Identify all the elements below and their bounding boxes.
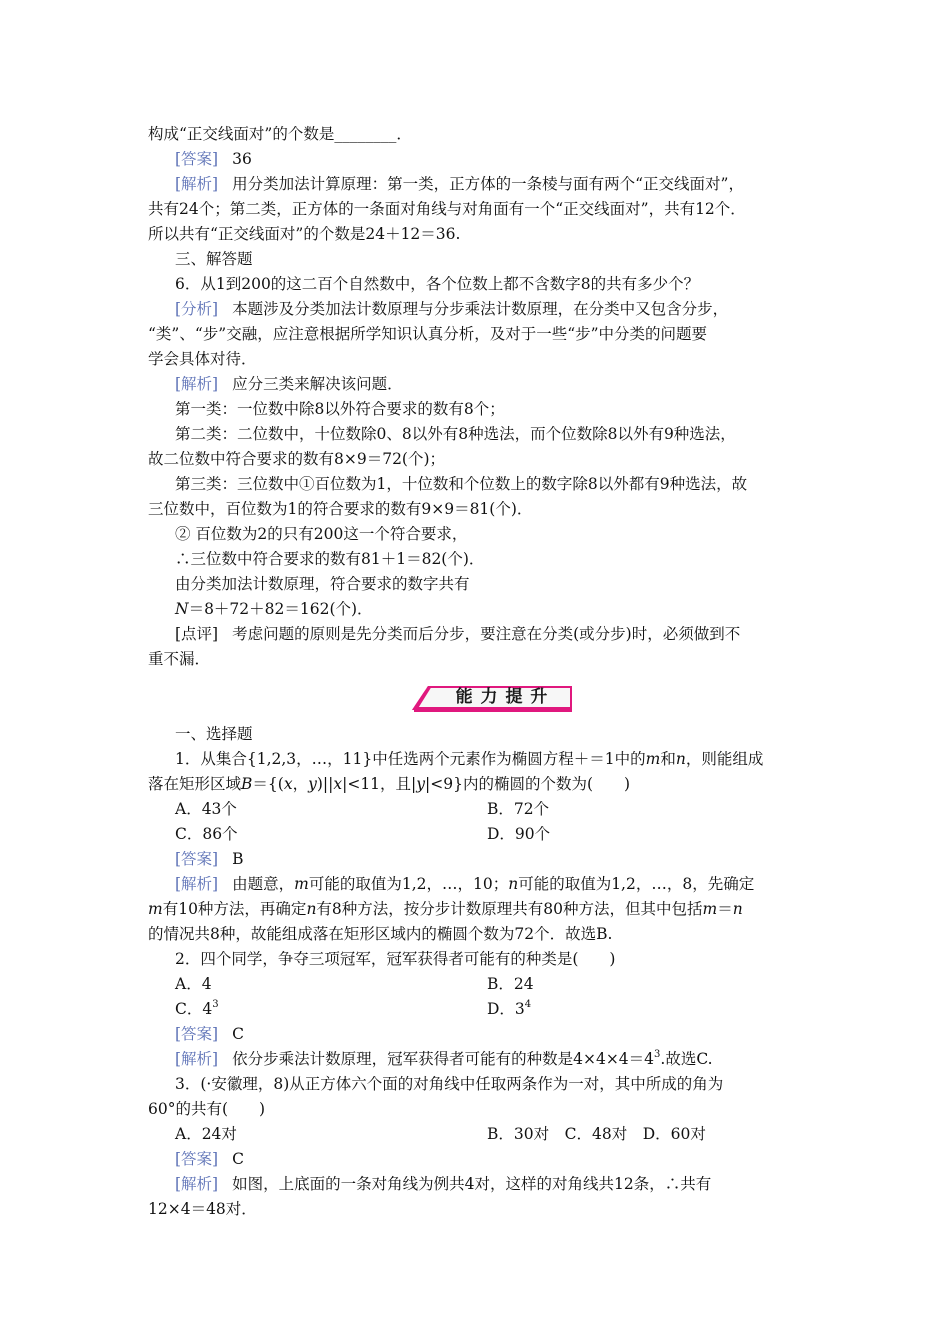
comment-line: [点评] 考虑问题的原则是先分类而后分步，要注意在分类(或分步)时，必须做到不 [175,625,741,643]
analysis-line: [解析] 由题意，m可能的取值为1,2，…，10；n可能的取值为1,2，…，8，先确定 [175,875,755,893]
answer-tag: [答案] [175,150,219,168]
analysis-tag: [解析] [175,1050,219,1068]
section-banner [408,680,576,714]
options-line [175,999,820,1019]
option-b: B．72个 [487,800,550,818]
answer-tag: [答案] [175,1150,219,1168]
options-line [175,974,820,994]
comment-tag: [点评] [175,625,219,643]
answer-line: [答案] B [175,850,244,868]
option-a: A．4 [175,975,212,993]
answer-line: [答案] C [175,1150,244,1168]
text-line: 所以共有“正交线面对”的个数是24＋12＝36. [148,225,461,243]
text-line: ∴三位数中符合要求的数有81＋1＝82(个)． [175,550,485,568]
analysis-line: [解析] 用分类加法计算原理：第一类，正方体的一条棱与面有两个“正交线面对”， [175,175,744,193]
text-line: 第二类：二位数中，十位数除0、8以外有8种选法，而个位数除8以外有9种选法， [175,425,736,443]
option-c: C．$4^3$ [175,998,219,1018]
question-3: 3．(·安徽理，8)从正方体六个面的对角线中任取两条作为一对，其中所成的角为 [175,1075,724,1093]
analysis-line: [解析] 如图，上底面的一条对角线为例共4对，这样的对角线共12条，∴共有 [175,1175,712,1193]
analysis-tag: [解析] [175,1175,219,1193]
text-line: 12×4＝48对． [148,1200,257,1218]
text-line: 落在矩形区域B＝{(x，y)||x|<11，且|y|<9}内的椭圆的个数为( ) [148,775,631,793]
analysis-line: [解析] 依分步乘法计数原理，冠军获得者可能有的种数是$4\times 4\times 4=4^3$.故选C. [175,1048,713,1068]
text-line: 的情况共8种，故能组成落在矩形区域内的椭圆个数为72个．故选B. [148,925,613,943]
text-line: 重不漏． [148,650,211,668]
analysis-tag: [解析] [175,375,219,393]
answer-tag: [答案] [175,1025,219,1043]
analysis-line: [分析] 本题涉及分类加法计数原理与分步乘法计数原理，在分类中又包含分步， [175,300,729,318]
options-bcd: B．30对 C．48对 D．60对 [487,1125,706,1143]
section-heading: 一、选择题 [175,725,253,743]
option-a: A．24对 [175,1125,237,1143]
analysis-tag: [解析] [175,875,219,893]
options-line [175,799,820,819]
options-line [175,824,820,844]
text-line: N＝8＋72＋82＝162(个)． [175,600,373,618]
answer-line: [答案] 36 [175,150,252,168]
banner-title: 能 力 提 升 [455,687,549,707]
analysis-tag: [分析] [175,300,219,318]
text-line: “类”、“步”交融，应注意根据所学知识认真分析，及对于一些“步”中分类的问题要 [148,325,708,343]
analysis-line: [解析] 应分三类来解决该问题． [175,375,403,393]
question-6: 6．从1到200的这二百个自然数中，各个位数上都不含数字8的共有多少个？ [175,275,700,293]
analysis-tag: [解析] [175,175,219,193]
question-1: 1．从集合{1,2,3，…，11}中任选两个元素作为椭圆方程＋＝1中的m和n，则能组成 [175,750,764,768]
text-line: 第三类：三位数中①百位数为1，十位数和个位数上的数字除8以外都有9种选法，故 [175,475,748,493]
option-d: D．$3^4$ [487,998,532,1018]
section-heading: 三、解答题 [175,250,253,268]
answer-line: [答案] C [175,1025,244,1043]
answer-tag: [答案] [175,850,219,868]
option-a: A．43个 [175,800,237,818]
text-line: 由分类加法计数原理，符合要求的数字共有 [175,575,470,593]
question-2: 2．四个同学，争夺三项冠军，冠军获得者可能有的种类是( ) [175,950,616,968]
text-line: 第一类：一位数中除8以外符合要求的数有8个； [175,400,505,418]
text-line: 学会具体对待． [148,350,257,368]
text-line: 60°的共有( ) [148,1100,266,1118]
text-line: ② 百位数为2的只有200这一个符合要求， [175,525,468,543]
options-line [175,1124,820,1144]
option-d: D．90个 [487,825,551,843]
text-line: 故二位数中符合要求的数有8×9＝72(个)； [148,450,446,468]
text-line: 构成“正交线面对”的个数是________． [148,125,412,143]
option-c: C．86个 [175,825,238,843]
text-line: 三位数中，百位数为1的符合要求的数有9×9＝81(个)． [148,500,533,518]
text-line: 共有24个；第二类，正方体的一条面对角线与对角面有一个“正交线面对”，共有12个． [148,200,746,218]
option-b: B．24 [487,975,534,993]
text-line: m有10种方法，再确定n有8种方法，按分步计数原理共有80种方法，但其中包括m＝n [148,900,743,918]
